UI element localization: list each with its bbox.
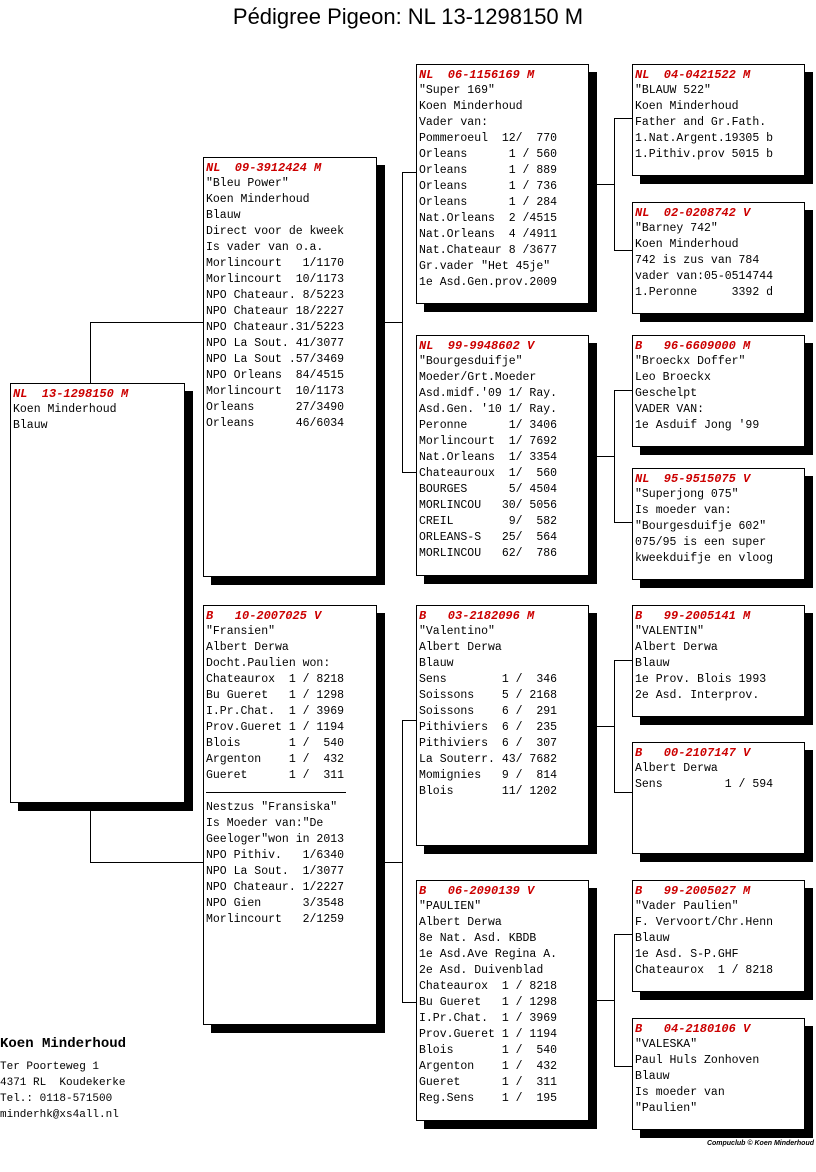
connector: [614, 390, 615, 522]
pigeon-info-line: NPO Orleans 84/4515: [206, 369, 345, 382]
pigeon-info-line: VADER VAN:: [635, 403, 705, 416]
pigeon-info-line: Argenton 1 / 432: [419, 1060, 558, 1073]
pigeon-card-sdd: [632, 468, 805, 580]
pigeon-info-line: Bu Gueret 1 / 1298: [206, 689, 345, 702]
pigeon-info-line: Morlincourt 1/ 7692: [419, 435, 558, 448]
pigeon-info-line: 8e Nat. Asd. KBDB: [419, 932, 537, 945]
pigeon-info-line: Gr.vader "Het 45je": [419, 260, 551, 273]
pigeon-info-line: Albert Derwa: [419, 916, 502, 929]
ring-number: NL 09-3912424 M: [206, 161, 322, 175]
pigeon-info-line: "BLAUW 522": [635, 84, 711, 97]
pigeon-info-line: CREIL 9/ 582: [419, 515, 558, 528]
pigeon-card-dsd: [632, 742, 805, 854]
pigeon-card-dss: [632, 605, 805, 717]
pigeon-info-line: Sens 1 / 594: [635, 778, 774, 791]
pigeon-info-line: Pithiviers 6 / 235: [419, 721, 558, 734]
pigeon-info-line: Chateaurox 1 / 8218: [419, 980, 558, 993]
pigeon-info-line: Nat.Orleans 1/ 3354: [419, 451, 558, 464]
pigeon-info-line: "Paulien": [635, 1102, 698, 1115]
pigeon-card-sire-dam: [416, 335, 589, 576]
pigeon-info-line: Is moeder van:: [635, 504, 732, 517]
connector: [90, 862, 204, 863]
pigeon-info-line: NPO Chateaur. 1/2227: [206, 881, 345, 894]
pigeon-card-subject: [10, 383, 185, 803]
pigeon-info-line: "VALESKA": [635, 1038, 698, 1051]
pigeon-info-line: Is vader van o.a.: [206, 241, 324, 254]
owner-phone: Tel.: 0118-571500: [0, 1093, 113, 1105]
pigeon-info-line: Blauw: [635, 657, 670, 670]
pigeon-info-line: Peronne 1/ 3406: [419, 419, 558, 432]
ring-number: NL 02-0208742 V: [635, 206, 751, 220]
pigeon-info-line: "VALENTIN": [635, 625, 705, 638]
connector: [596, 456, 614, 457]
pigeon-info-line: Blauw: [206, 209, 241, 222]
pigeon-info-line: Koen Minderhoud: [635, 100, 739, 113]
pigeon-info-line: Albert Derwa: [635, 641, 718, 654]
pigeon-info-line: Blois 11/ 1202: [419, 785, 558, 798]
ring-number: B 00-2107147 V: [635, 746, 751, 760]
ring-number: NL 06-1156169 M: [419, 68, 535, 82]
pigeon-info-line: I.Pr.Chat. 1 / 3969: [419, 1012, 558, 1025]
pigeon-info-line: "Barney 742": [635, 222, 718, 235]
pigeon-card-dds: [632, 880, 805, 992]
pigeon-info-line: NPO Chateaur.31/5223: [206, 321, 345, 334]
connector: [402, 172, 416, 173]
pigeon-card-dam-dam: [416, 880, 589, 1121]
pigeon-card-dam-sire: [416, 605, 589, 846]
pigeon-info-line: NPO Gien 3/3548: [206, 897, 345, 910]
pigeon-info-line: Gueret 1 / 311: [206, 769, 345, 782]
pigeon-info-line: Koen Minderhoud: [206, 193, 310, 206]
pigeon-info-line: Koen Minderhoud: [635, 238, 739, 251]
pigeon-info-line: Chateaurox 1 / 8218: [206, 673, 345, 686]
page-title: Pédigree Pigeon: NL 13-1298150 M: [232, 4, 584, 29]
connector: [614, 660, 615, 792]
pigeon-info-line: Sens 1 / 346: [419, 673, 558, 686]
pigeon-info-line: Blois 1 / 540: [206, 737, 345, 750]
pigeon-info-line: kweekduifje en vloog: [635, 552, 774, 565]
pigeon-info-line: Blauw: [419, 657, 454, 670]
pigeon-info-line: MORLINCOU 62/ 786: [419, 547, 558, 560]
pigeon-info-line: Nat.Orleans 4 /4911: [419, 228, 558, 241]
pigeon-info-line: Momignies 9 / 814: [419, 769, 558, 782]
pigeon-info-line: F. Vervoort/Chr.Henn: [635, 916, 774, 929]
pigeon-info-line: Bu Gueret 1 / 1298: [419, 996, 558, 1009]
pigeon-info-line: Albert Derwa: [635, 762, 718, 775]
pigeon-info-line: 1.Peronne 3392 d: [635, 286, 774, 299]
connector: [614, 1066, 632, 1067]
pigeon-card-sire-sire: [416, 64, 589, 304]
pigeon-info-line: "Superjong 075": [635, 488, 739, 501]
pigeon-info-line: Morlincourt 10/1173: [206, 273, 345, 286]
pigeon-info-line: 075/95 is een super: [635, 536, 767, 549]
pigeon-info-line: Orleans 46/6034: [206, 417, 345, 430]
pigeon-info-line: NPO La Sout. 41/3077: [206, 337, 345, 350]
pigeon-info-line: Blois 1 / 540: [419, 1044, 558, 1057]
pigeon-info-line: Koen Minderhoud: [13, 403, 117, 416]
pigeon-info-line: "Broeckx Doffer": [635, 355, 746, 368]
connector: [402, 172, 403, 472]
pigeon-info-line: Geeloger"won in 2013: [206, 833, 345, 846]
pigeon-info-line: Morlincourt 2/1259: [206, 913, 345, 926]
connector: [402, 720, 416, 721]
ring-number: B 10-2007025 V: [206, 609, 322, 623]
copyright-credit: Compuclub © Koen Minderhoud: [706, 1140, 814, 1147]
connector: [402, 1002, 416, 1003]
pigeon-info-line: NPO La Sout. 1/3077: [206, 865, 345, 878]
ring-number: NL 95-9515075 V: [635, 472, 751, 486]
pigeon-info-line: Nat.Chateaur 8 /3677: [419, 244, 558, 257]
pigeon-info-line: Asd.Gen. '10 1/ Ray.: [419, 403, 558, 416]
pigeon-info-line: Blauw: [635, 1070, 670, 1083]
connector: [614, 250, 632, 251]
pigeon-info-line: vader van:05-0514744: [635, 270, 774, 283]
connector: [614, 934, 632, 935]
pigeon-info-line: 742 is zus van 784: [635, 254, 760, 267]
divider: [206, 792, 346, 793]
connector: [90, 322, 204, 323]
connector: [384, 862, 402, 863]
owner-name: Koen Minderhoud: [0, 1036, 127, 1052]
connector: [90, 804, 91, 862]
ring-number: NL 04-0421522 M: [635, 68, 751, 82]
pigeon-info-line: Prov.Gueret 1 / 1194: [419, 1028, 558, 1041]
pigeon-card-sds: [632, 335, 805, 447]
pigeon-info-line: 2e Asd. Duivenblad: [419, 964, 544, 977]
pigeon-info-line: "Bourgesduifje": [419, 355, 523, 368]
owner-address-line-1: Ter Poorteweg 1: [0, 1061, 100, 1073]
pigeon-info-line: Orleans 1 / 560: [419, 148, 558, 161]
pigeon-info-line: Father and Gr.Fath.: [635, 116, 767, 129]
pigeon-info-line: Orleans 1 / 736: [419, 180, 558, 193]
pigeon-info-line: Morlincourt 10/1173: [206, 385, 345, 398]
pigeon-info-line: Prov.Gueret 1 / 1194: [206, 721, 345, 734]
pigeon-info-line: Koen Minderhoud: [419, 100, 523, 113]
pigeon-info-line: Nestzus "Fransiska": [206, 801, 338, 814]
pigeon-info-line: "Vader Paulien": [635, 900, 739, 913]
pigeon-info-line: Leo Broeckx: [635, 371, 711, 384]
pigeon-card-dam: [203, 605, 377, 1025]
ring-number: B 99-2005027 M: [635, 884, 751, 898]
connector: [614, 118, 632, 119]
pigeon-info-line: 1e Asd.Ave Regina A.: [419, 948, 558, 961]
pigeon-info-line: NPO Chateaur 18/2227: [206, 305, 345, 318]
pigeon-info-line: Orleans 27/3490: [206, 401, 345, 414]
pigeon-info-line: Pommeroeul 12/ 770: [419, 132, 558, 145]
pigeon-info-line: Is Moeder van:"De: [206, 817, 324, 830]
pigeon-info-line: Pithiviers 6 / 307: [419, 737, 558, 750]
pigeon-info-line: NPO La Sout .57/3469: [206, 353, 345, 366]
pigeon-info-line: Reg.Sens 1 / 195: [419, 1092, 558, 1105]
pigeon-info-line: Albert Derwa: [206, 641, 289, 654]
pigeon-info-line: "Fransien": [206, 625, 276, 638]
pigeon-info-line: NPO Chateaur. 8/5223: [206, 289, 345, 302]
connector: [614, 118, 615, 250]
connector: [596, 184, 614, 185]
pigeon-card-sire: [203, 157, 377, 577]
pigeon-info-line: Moeder/Grt.Moeder: [419, 371, 537, 384]
pigeon-info-line: Docht.Paulien won:: [206, 657, 331, 670]
pigeon-info-line: Soissons 5 / 2168: [419, 689, 558, 702]
pigeon-info-line: Blauw: [13, 419, 48, 432]
connector: [614, 522, 632, 523]
pigeon-info-line: Soissons 6 / 291: [419, 705, 558, 718]
connector: [614, 934, 615, 1066]
pigeon-info-line: Orleans 1 / 284: [419, 196, 558, 209]
pigeon-info-line: MORLINCOU 30/ 5056: [419, 499, 558, 512]
pigeon-info-line: Direct voor de kweek: [206, 225, 345, 238]
pigeon-info-line: Vader van:: [419, 116, 489, 129]
connector: [614, 390, 632, 391]
pigeon-info-line: Paul Huls Zonhoven: [635, 1054, 760, 1067]
pigeon-info-line: I.Pr.Chat. 1 / 3969: [206, 705, 345, 718]
pigeon-info-line: Argenton 1 / 432: [206, 753, 345, 766]
ring-number: B 06-2090139 V: [419, 884, 535, 898]
pigeon-info-line: Orleans 1 / 889: [419, 164, 558, 177]
connector: [596, 1000, 614, 1001]
connector: [90, 322, 91, 384]
pigeon-info-line: Chateaurox 1 / 8218: [635, 964, 774, 977]
pigeon-info-line: Geschelpt: [635, 387, 698, 400]
pigeon-info-line: 2e Asd. Interprov.: [635, 689, 760, 702]
pigeon-info-line: 1e Asduif Jong '99: [635, 419, 760, 432]
pigeon-info-line: Asd.midf.'09 1/ Ray.: [419, 387, 558, 400]
pigeon-info-line: La Souterr. 43/ 7682: [419, 753, 558, 766]
pigeon-card-ddd: [632, 1018, 805, 1130]
pigeon-info-line: Is moeder van: [635, 1086, 725, 1099]
pigeon-info-line: "Super 169": [419, 84, 495, 97]
pigeon-info-line: 1.Nat.Argent.19305 b: [635, 132, 774, 145]
pigeon-card-sss: [632, 64, 805, 176]
pigeon-info-line: 1e Asd.Gen.prov.2009: [419, 276, 558, 289]
pigeon-info-line: Gueret 1 / 311: [419, 1076, 558, 1089]
ring-number: B 96-6609000 M: [635, 339, 751, 353]
pigeon-info-line: NPO Pithiv. 1/6340: [206, 849, 345, 862]
ring-number: B 99-2005141 M: [635, 609, 751, 623]
owner-address-line-2: 4371 RL Koudekerke: [0, 1077, 126, 1089]
connector: [384, 322, 402, 323]
pigeon-info-line: Morlincourt 1/1170: [206, 257, 345, 270]
connector: [614, 660, 632, 661]
pigeon-info-line: Blauw: [635, 932, 670, 945]
pigeon-info-line: "PAULIEN": [419, 900, 482, 913]
owner-email: minderhk@xs4all.nl: [0, 1109, 119, 1121]
pigeon-info-line: Nat.Orleans 2 /4515: [419, 212, 558, 225]
connector: [402, 720, 403, 1002]
ring-number: NL 99-9948602 V: [419, 339, 535, 353]
pigeon-info-line: "Bourgesduifje 602": [635, 520, 767, 533]
pigeon-info-line: 1e Asd. S-P.GHF: [635, 948, 739, 961]
pigeon-info-line: "Valentino": [419, 625, 495, 638]
pigeon-info-line: ORLEANS-S 25/ 564: [419, 531, 558, 544]
ring-number: B 04-2180106 V: [635, 1022, 751, 1036]
pigeon-info-line: 1e Prov. Blois 1993: [635, 673, 767, 686]
ring-number: B 03-2182096 M: [419, 609, 535, 623]
connector: [596, 726, 614, 727]
pigeon-info-line: Chateauroux 1/ 560: [419, 467, 558, 480]
pigeon-info-line: BOURGES 5/ 4504: [419, 483, 558, 496]
pigeon-card-ssd: [632, 202, 805, 314]
pigeon-info-line: 1.Pithiv.prov 5015 b: [635, 148, 774, 161]
connector: [614, 792, 632, 793]
pigeon-info-line: "Bleu Power": [206, 177, 289, 190]
ring-number: NL 13-1298150 M: [13, 387, 129, 401]
pigeon-info-line: Albert Derwa: [419, 641, 502, 654]
connector: [402, 472, 416, 473]
